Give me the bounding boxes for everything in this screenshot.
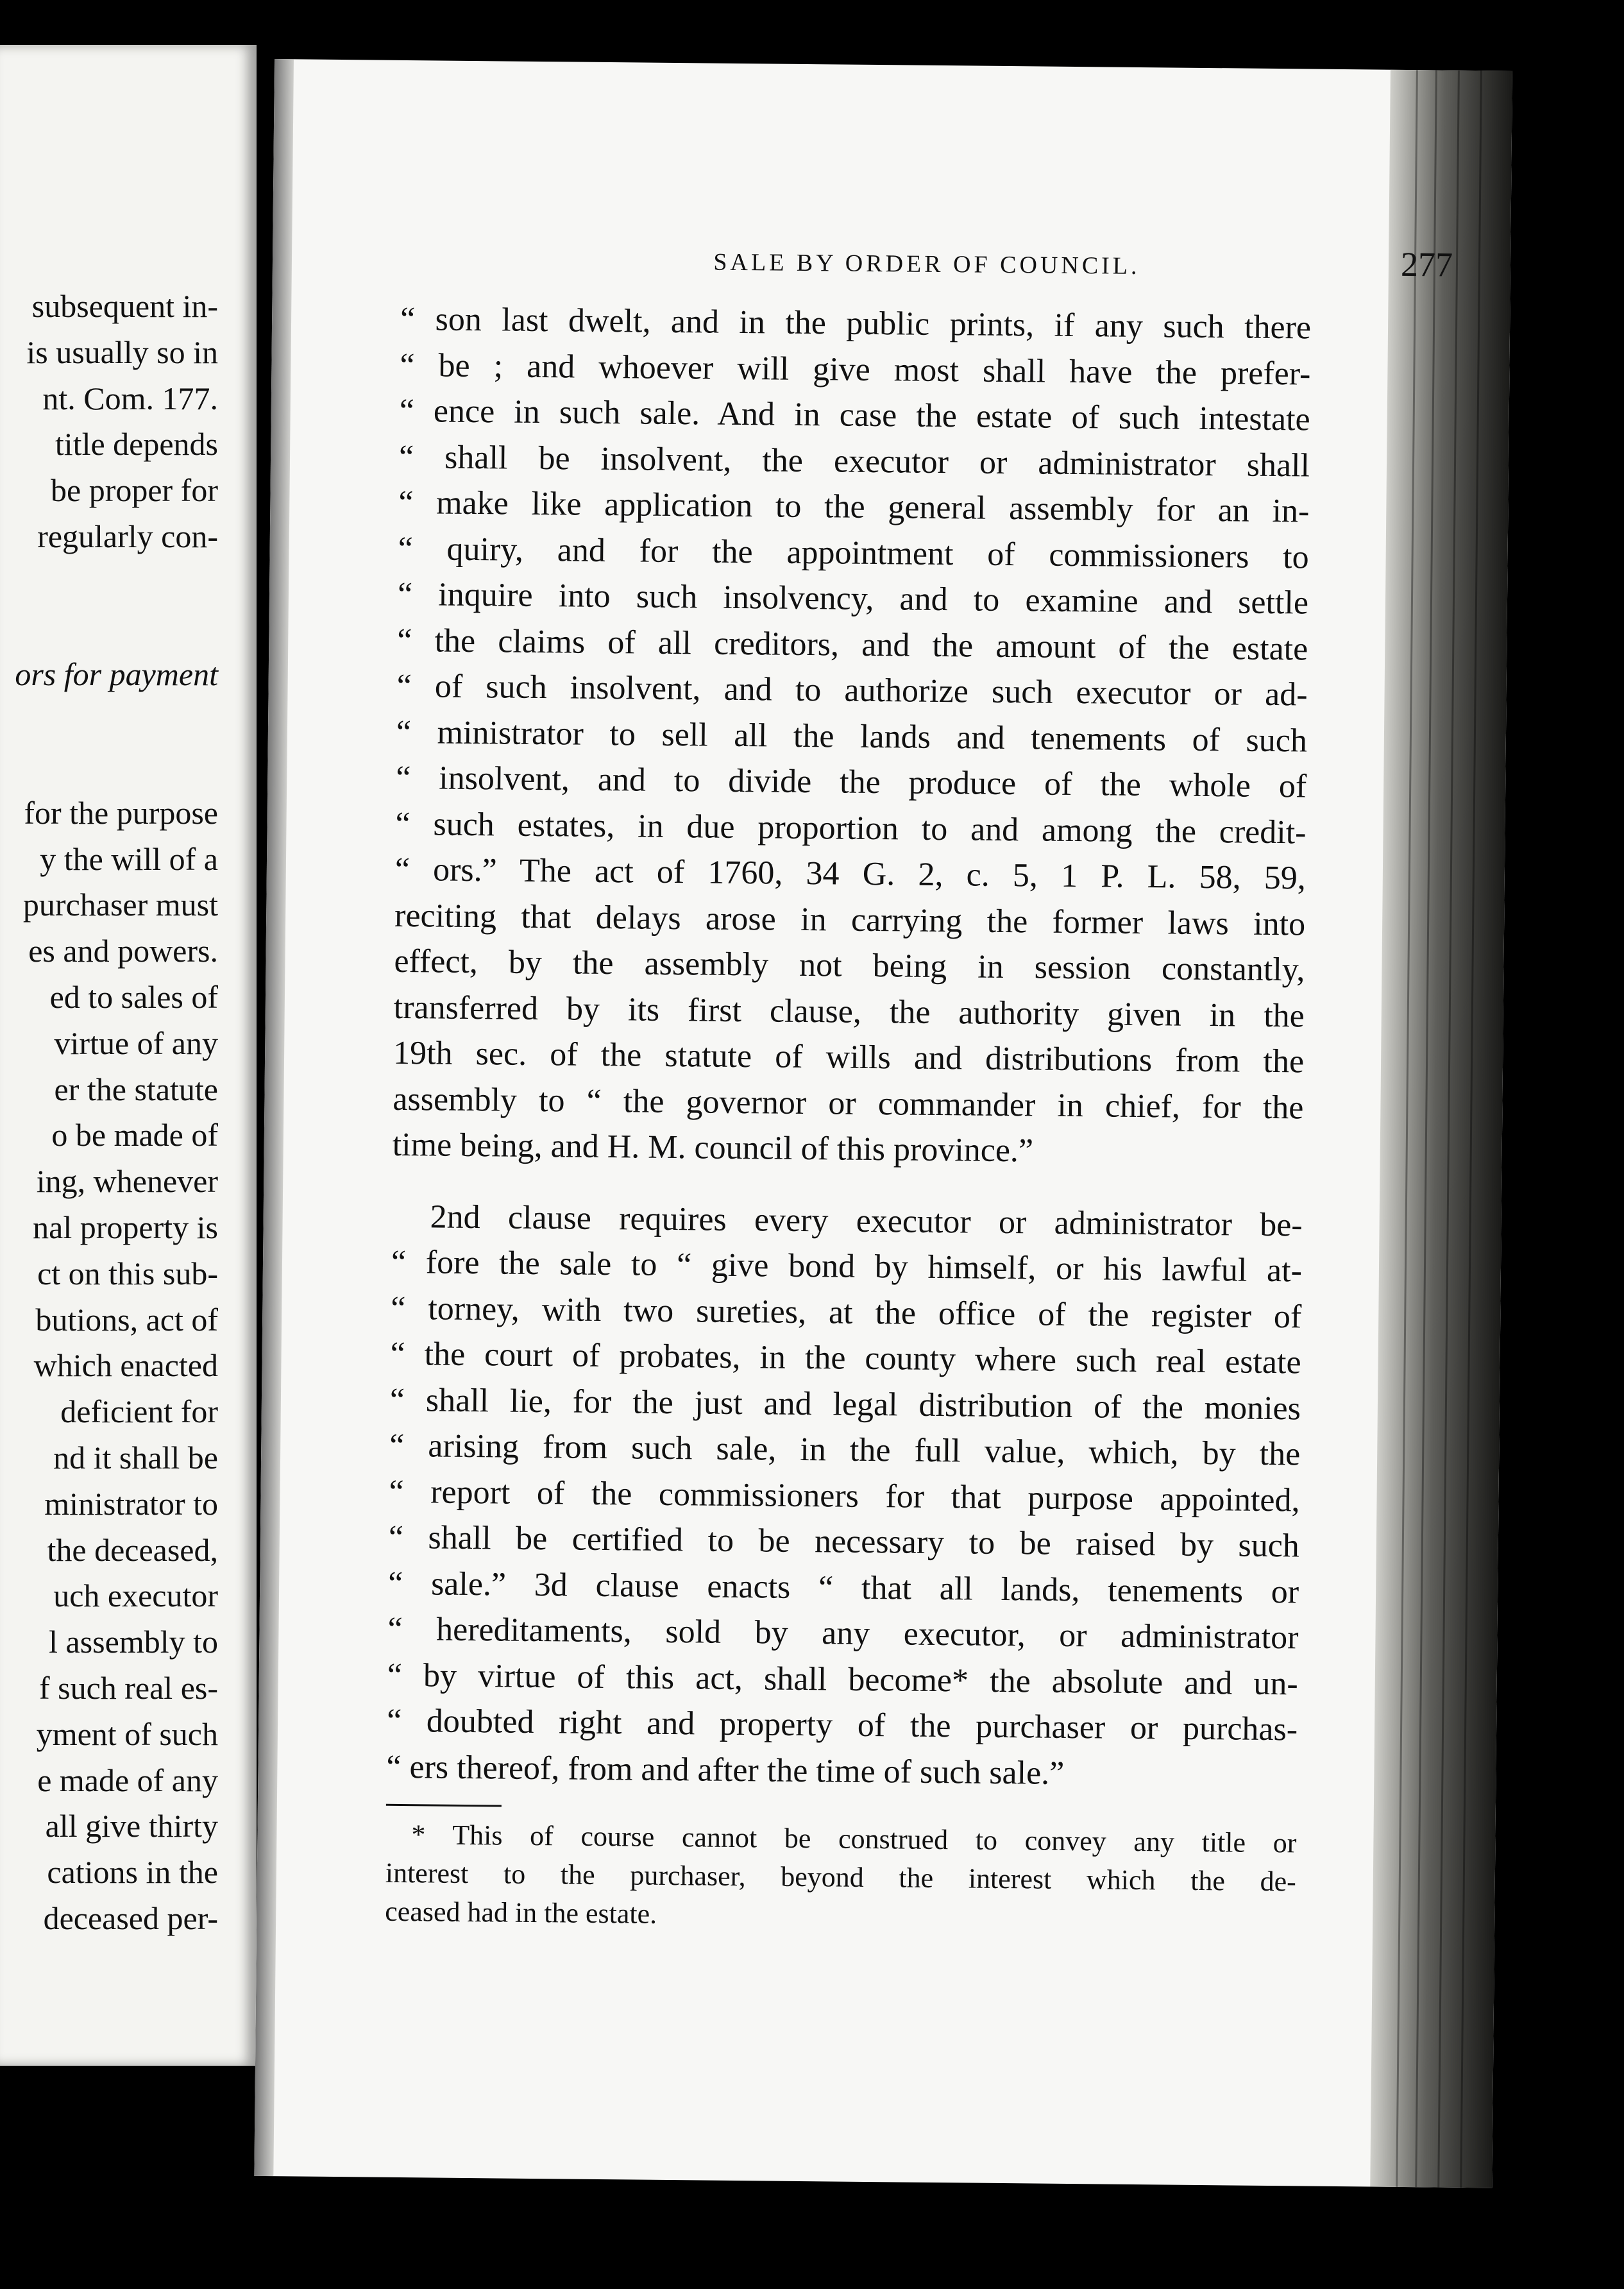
left-page-line: cations in the [47,1854,218,1891]
left-page-line: deficient for [60,1393,218,1430]
text-line: “ ministrator to sell all the lands and tenements of such [396,713,1308,760]
text-line: “ shall lie, for the just and legal distribution of the monies [389,1381,1301,1427]
running-head: SALE BY ORDER OF COUNCIL. [713,248,1140,280]
left-page-line: butions, act of [35,1301,218,1338]
text-line: “ hereditaments, sold by any executor, or administrator [387,1610,1299,1656]
page-header [401,235,1453,290]
text-line: assembly to “ the governor or commander in chief, for the [393,1080,1304,1126]
text-line: “ arising from such sale, in the full value, which, by the [389,1427,1301,1473]
text-line: “ torney, with two sureties, at the office of the register of [391,1289,1302,1335]
text-line: “ sale.” 3d clause enacts “ that all lands, tenements or [387,1565,1299,1610]
left-page-line: ing, whenever [36,1163,218,1200]
left-page-line: ministrator to [44,1485,218,1522]
text-line: “ inquire into such insolvency, and to examine and settle [397,575,1309,622]
footnote-line: * This of course cannot be construed to convey any title or [411,1819,1297,1859]
text-line: reciting that delays arose in carrying the former laws into [394,897,1306,942]
right-page [254,59,1512,2188]
text-line: “ shall be insolvent, the executor or administrator shall [398,438,1310,484]
left-page-line: uch executor [53,1578,218,1614]
text-line: “ ence in such sale. And in case the estate of such intestate [399,392,1310,438]
left-page-line: e made of any [37,1762,218,1798]
left-page-line: er the statute [54,1071,218,1107]
left-page-line: f such real es- [38,1669,218,1706]
left-page-line: yment of such [36,1715,218,1752]
text-line: 19th sec. of the statute of wills and distributions from the [393,1034,1305,1080]
left-page-line: ct on this sub- [37,1255,218,1291]
left-page-line: y the will of a [40,840,218,877]
left-page-line: ors for payment [15,656,218,693]
left-page-line: which enacted [33,1347,218,1384]
page-gutter-shadow [254,59,294,2176]
left-page-line: virtue of any [54,1025,218,1061]
left-page-line: nal property is [33,1209,218,1245]
left-page-line: title depends [55,426,218,463]
left-page-line: deceased per- [43,1900,218,1936]
text-line: “ doubted right and property of the purchaser or purchas- [386,1702,1298,1748]
text-line: “ fore the sale to “ give bond by himself, or his lawful at- [391,1243,1303,1289]
left-page-line: for the purpose [24,794,218,831]
text-line: “ the court of probates, in the county where such real estate [390,1335,1301,1381]
text-line: “ of such insolvent, and to authorize such executor or ad- [396,667,1308,713]
text-line: “ ors.” The act of 1760, 34 G. 2, c. 5, 1 P. L. 58, 59, [394,851,1307,897]
text-line: “ such estates, in due proportion to and among the credit- [395,805,1307,851]
page-number: 277 [1400,244,1453,284]
text-line: “ quiry, and for the appointment of commissioners to [398,530,1309,576]
page-edge [1370,70,1512,2188]
footnote-line: ceased had in the estate. [385,1895,657,1930]
text-line: “ ers thereof, from and after the time of such sale.” [386,1748,1065,1792]
left-page-line: subsequent in- [31,288,218,324]
text-line: “ be ; and whoever will give most shall have the prefer- [400,346,1311,393]
text-line: transferred by its first clause, the authority given in the [393,989,1305,1034]
page-body [385,296,1311,1940]
text-line: “ report of the commissioners for that purpose appointed, [389,1473,1300,1519]
footnote-line: interest to the purchaser, beyond the interest which the de- [385,1857,1297,1898]
left-page-line: l assembly to [49,1624,218,1660]
text-line: “ the claims of all creditors, and the amount of the estate [397,622,1308,668]
left-page-line [0,744,218,790]
left-page-line: be proper for [51,472,218,509]
text-line: “ make like application to the general assembly for an in- [398,484,1310,530]
text-line: effect, by the assembly not being in session constantly, [394,942,1305,989]
text-line: “ son last dwelt, and in the public prints, if any such there [400,300,1312,346]
left-page-text [0,284,218,1942]
left-page [0,45,257,2066]
text-line: “ shall be certified to be necessary to be raised by such [388,1519,1300,1565]
left-page-line: is usually so in [26,334,218,370]
text-line: “ insolvent, and to divide the produce of the whole of [395,759,1307,805]
left-page-line: ed to sales of [49,978,218,1015]
left-page-line [0,560,218,606]
left-page-line: o be made of [51,1117,218,1153]
left-page-line: nt. Com. 177. [42,380,218,416]
left-page-line: all give thirty [45,1808,218,1844]
left-page-line [0,606,218,652]
text-line: time being, and H. M. council of this province.” [392,1126,1034,1170]
left-page-line: regularly con- [37,518,218,554]
text-line: 2nd clause requires every executor or administrator be- [430,1198,1303,1243]
left-page-line: es and powers. [28,933,218,969]
left-page-line: nd it shall be [53,1439,218,1476]
left-page-line: the deceased, [47,1531,218,1568]
left-page-line [0,698,218,744]
left-page-line: purchaser must [22,887,218,923]
text-line: “ by virtue of this act, shall become* the absolute and un- [387,1656,1299,1702]
